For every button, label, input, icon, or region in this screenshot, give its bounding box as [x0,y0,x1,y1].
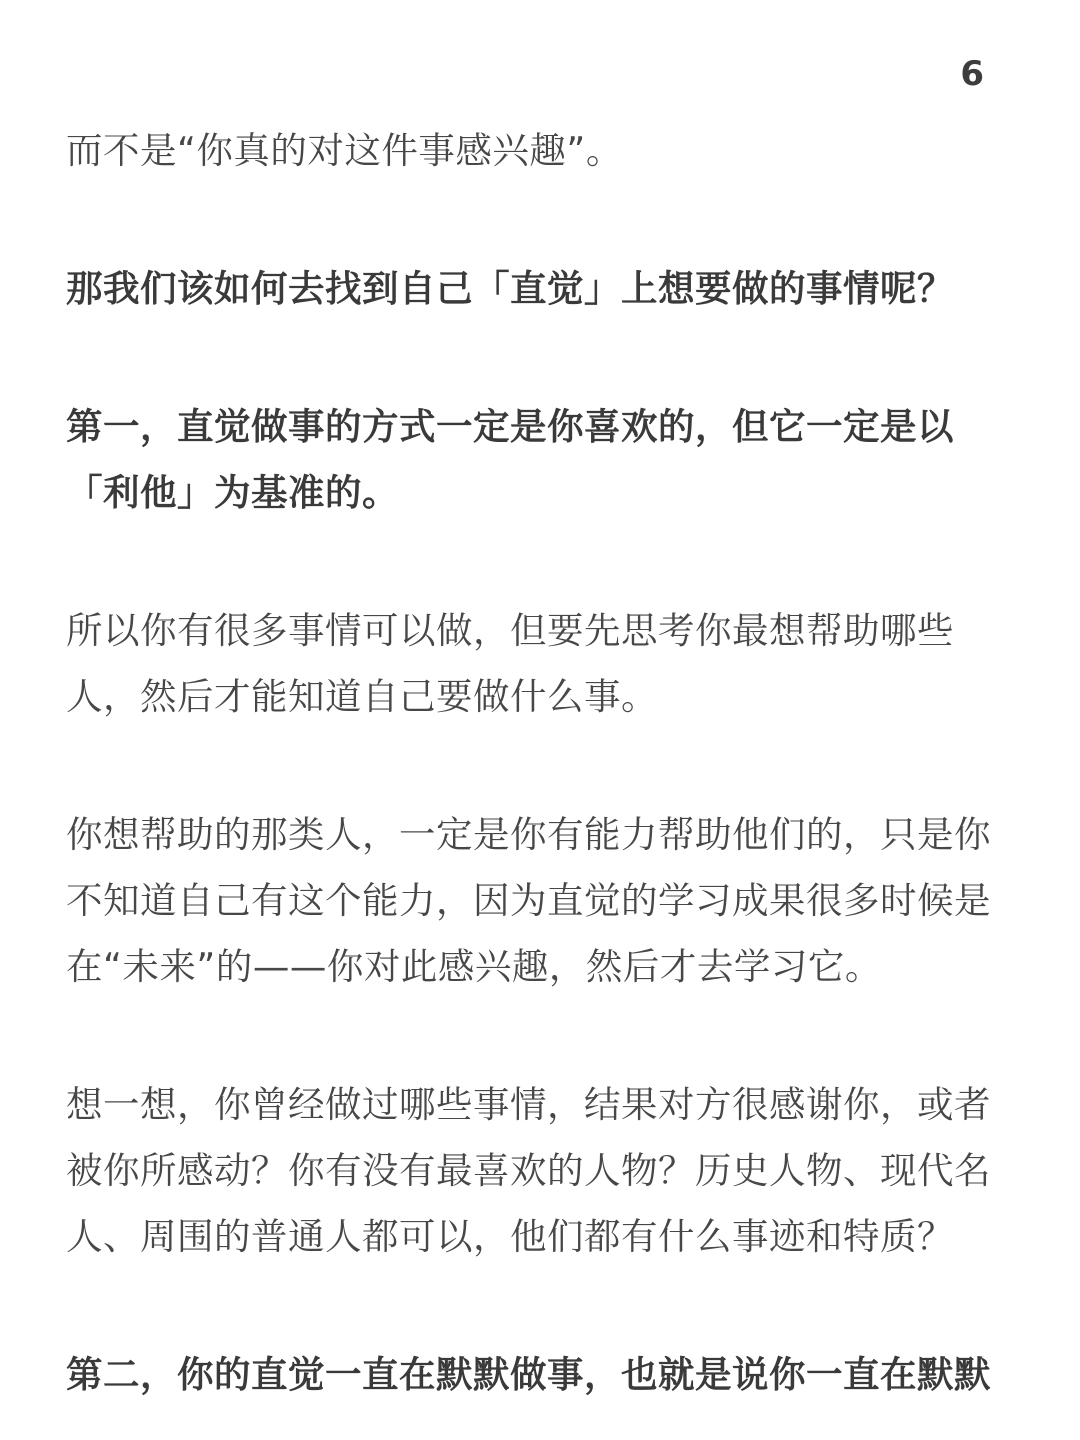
paragraph-gap [66,322,1016,394]
paragraph-gap [66,526,1016,598]
text-line: 你想帮助的那类人，一定是你有能力帮助他们的，只是你 [66,813,991,856]
text-line: 所以你有很多事情可以做，但要先思考你最想帮助哪些 [66,609,954,652]
paragraph-7-point-two [66,1342,1016,1408]
article-body [66,118,1016,1408]
text-line: 而不是“你真的对这件事感兴趣”。 [66,129,623,172]
paragraph-2-question [66,256,1016,322]
paragraph-6 [66,1072,1016,1270]
page-number: 6 [960,54,984,94]
paragraph-5 [66,802,1016,1000]
text-line: 「利他」为基准的。 [66,471,399,514]
paragraph-gap [66,730,1016,802]
text-line: 被你所感动？你有没有最喜欢的人物？历史人物、现代名 [66,1149,991,1192]
text-line: 第一，直觉做事的方式一定是你喜欢的，但它一定是以 [66,405,954,448]
text-line: 想一想，你曾经做过哪些事情，结果对方很感谢你，或者 [66,1083,991,1126]
paragraph-1 [66,118,1016,184]
text-line: 第二，你的直觉一直在默默做事，也就是说你一直在默默 [66,1353,991,1396]
text-line: 不知道自己有这个能力，因为直觉的学习成果很多时候是 [66,879,991,922]
paragraph-3-point-one [66,394,1016,526]
text-line: 人，然后才能知道自己要做什么事。 [66,675,658,718]
text-line: 那我们该如何去找到自己「直觉」上想要做的事情呢？ [66,267,954,310]
paragraph-4 [66,598,1016,730]
paragraph-gap [66,184,1016,256]
paragraph-gap [66,1000,1016,1072]
text-line: 人、周围的普通人都可以，他们都有什么事迹和特质？ [66,1215,954,1258]
text-line: 在“未来”的——你对此感兴趣，然后才去学习它。 [66,945,882,988]
paragraph-gap [66,1270,1016,1342]
